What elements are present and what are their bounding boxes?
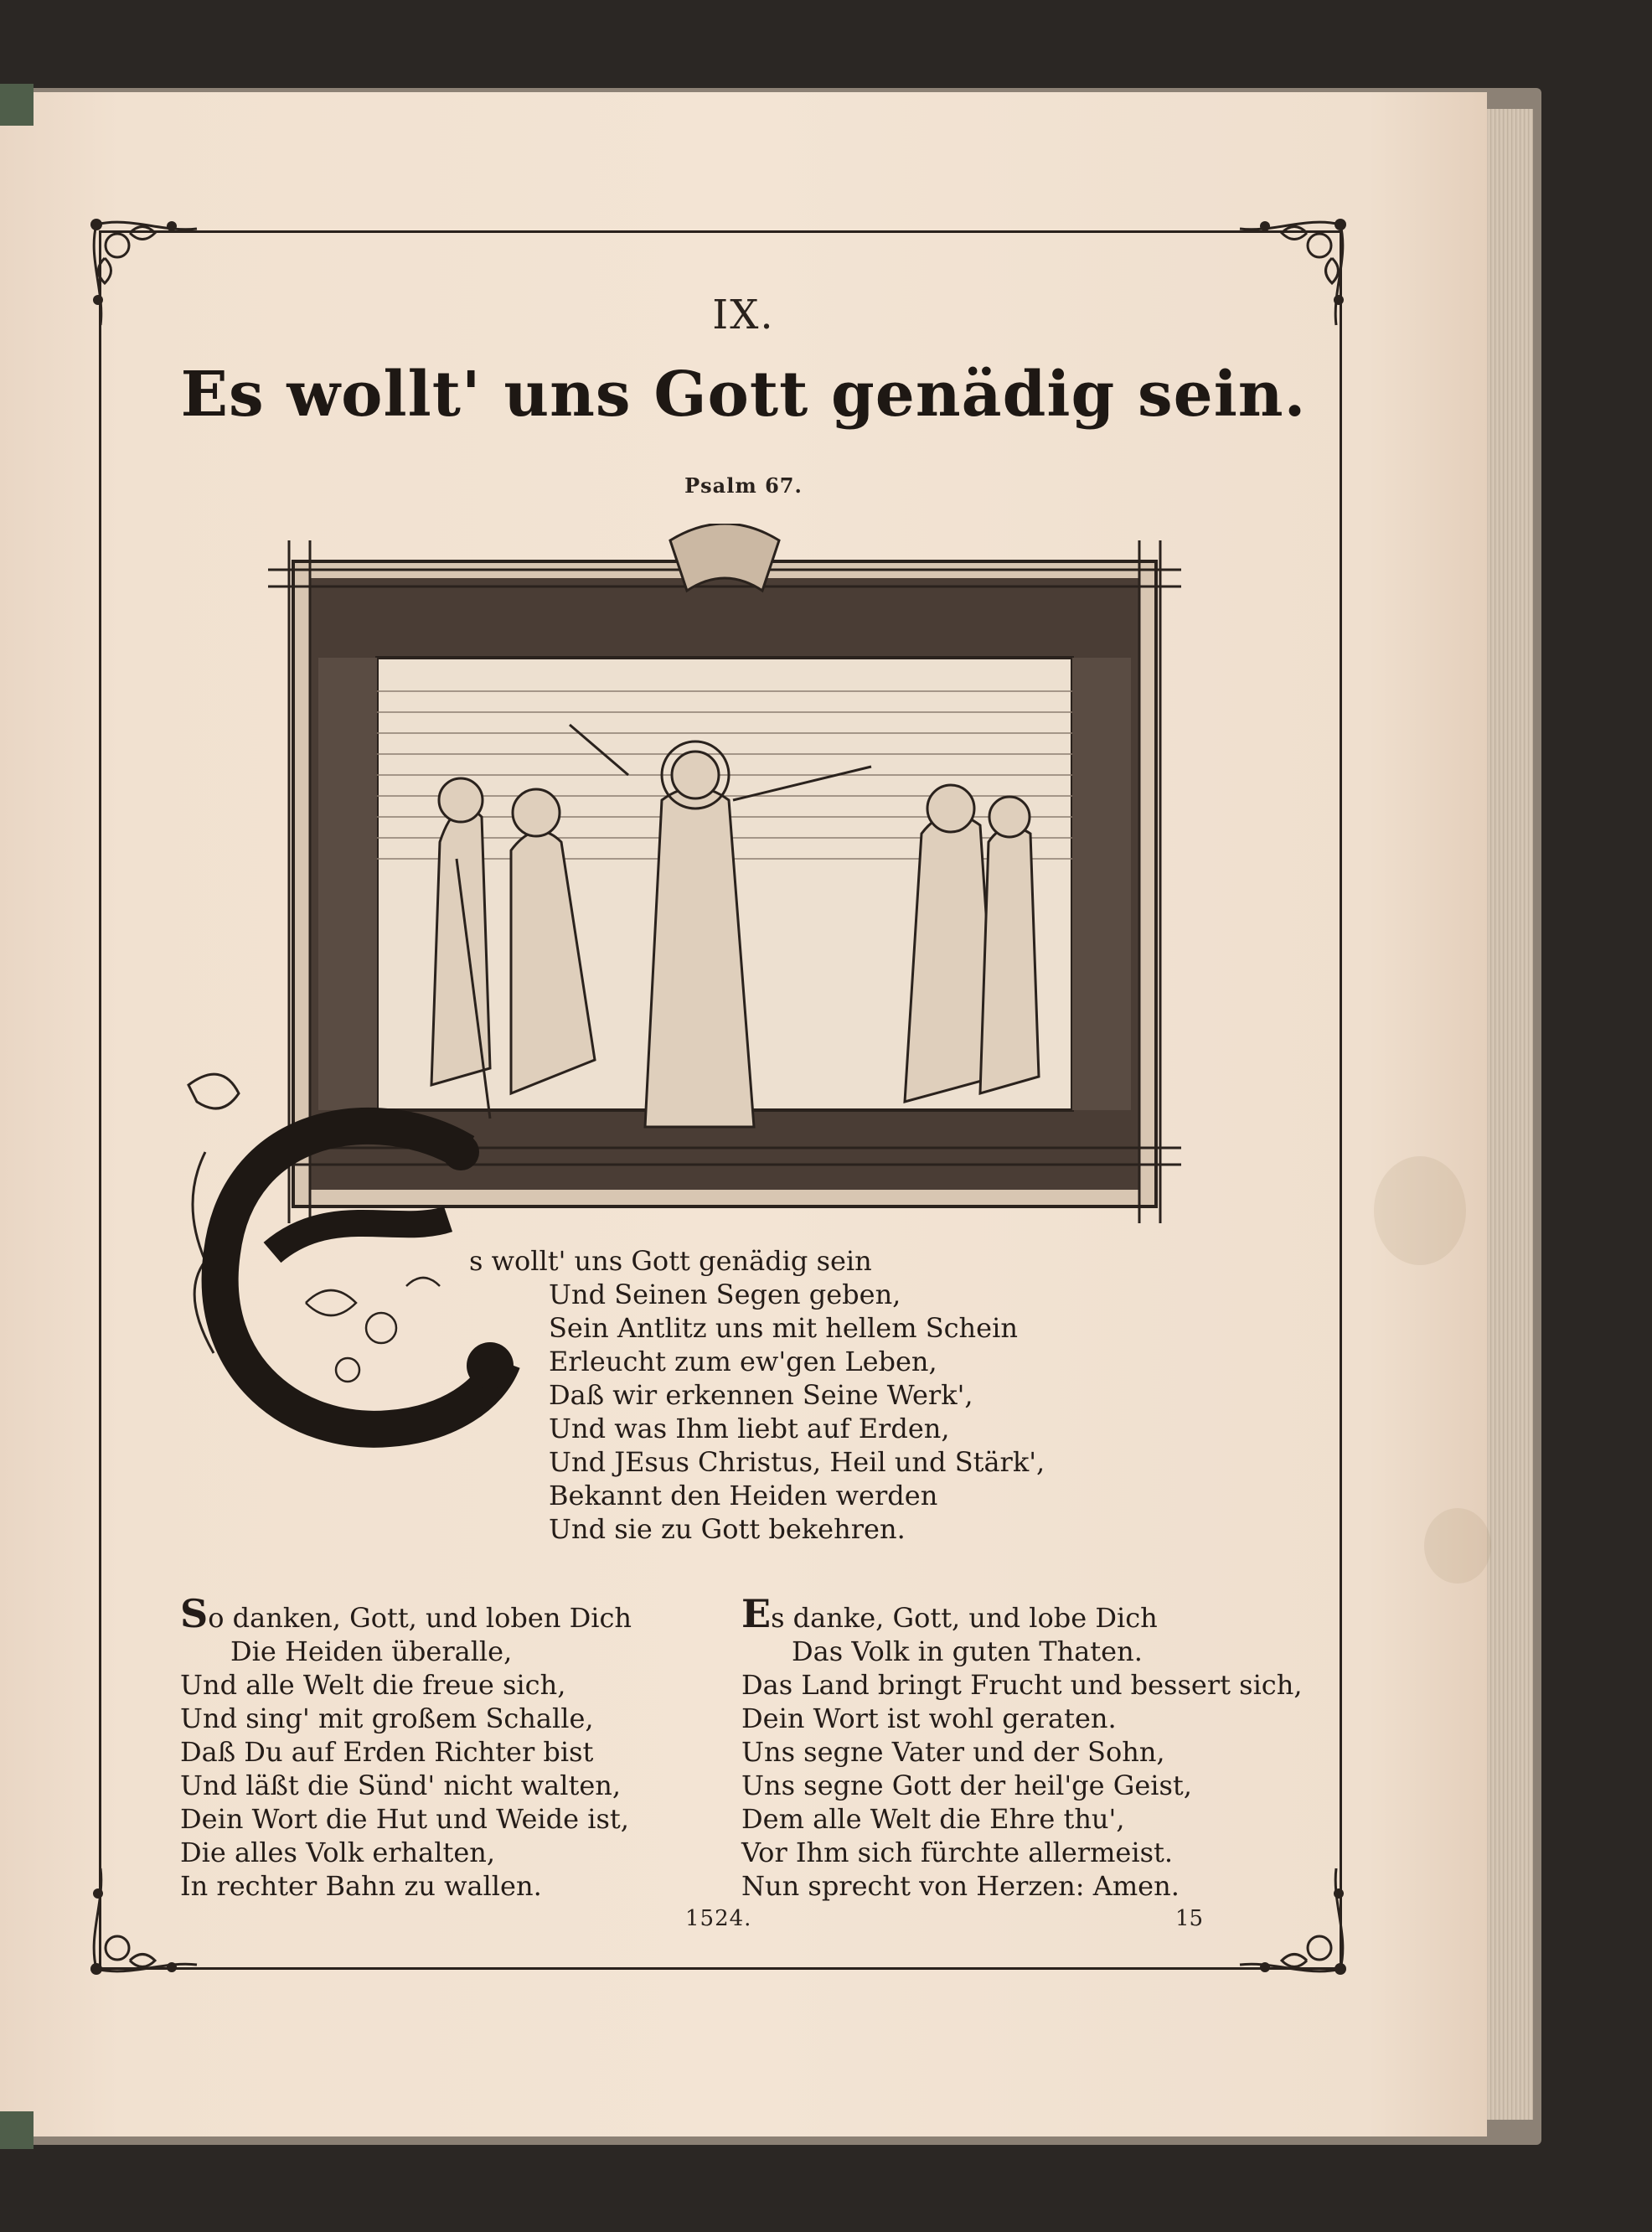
chapter-number: IX. xyxy=(712,292,775,338)
verse-line: s wollt' uns Gott genädig sein xyxy=(469,1245,872,1277)
verse-line: Und JEsus Christus, Heil und Stärk', xyxy=(549,1446,1045,1478)
verse-line: Und alle Welt die freue sich, xyxy=(180,1669,566,1701)
verse-line xyxy=(741,1591,1345,1636)
page-number: 15 xyxy=(1175,1906,1204,1931)
verse-line: Bekannt den Heiden werden xyxy=(549,1480,938,1511)
psalm-reference: Psalm 67. xyxy=(684,473,803,498)
verse-line: Sein Antlitz uns mit hellem Schein xyxy=(549,1312,1018,1344)
verse-line: Daß Du auf Erden Richter bist xyxy=(180,1736,594,1768)
verse-line: Die Heiden überalle, xyxy=(230,1635,513,1667)
verse-line: Die alles Volk erhalten, xyxy=(180,1837,496,1868)
verse-line: Und Seinen Segen geben, xyxy=(549,1279,901,1310)
verse-line: Das Land bringt Frucht und bessert sich, xyxy=(741,1669,1303,1701)
verse-line: Daß wir erkennen Seine Werk', xyxy=(549,1379,973,1411)
verse-line: Dein Wort ist wohl geraten. xyxy=(741,1702,1117,1734)
stanza-initial: S xyxy=(180,1591,209,1636)
verse-line: Vor Ihm sich fürchte allermeist. xyxy=(741,1837,1174,1868)
verse-line: Und sie zu Gott bekehren. xyxy=(549,1513,906,1545)
spine-cloth-bottom xyxy=(0,2111,34,2149)
verse-line: Das Volk in guten Thaten. xyxy=(792,1635,1143,1667)
verse-line: Dein Wort die Hut und Weide ist, xyxy=(180,1803,629,1835)
paper-stain xyxy=(1374,1156,1466,1265)
paper-stain xyxy=(1424,1508,1491,1584)
spine-cloth-top xyxy=(0,84,34,126)
verse-line: In rechter Bahn zu wallen. xyxy=(180,1870,542,1902)
verse-line-rest: o danken, Gott, und loben Dich xyxy=(208,1602,632,1634)
verse-line: Und sing' mit großem Schalle, xyxy=(180,1702,594,1734)
stanza-3 xyxy=(741,1591,1345,1903)
stanza-1 xyxy=(469,1244,1139,1546)
verse-line: Nun sprecht von Herzen: Amen. xyxy=(741,1870,1180,1902)
verse-line: Und läßt die Sünd' nicht walten, xyxy=(180,1770,622,1801)
verse-line: Erleucht zum ew'gen Leben, xyxy=(549,1346,937,1377)
verse-line: Und was Ihm liebt auf Erden, xyxy=(549,1413,950,1444)
verse-line xyxy=(180,1591,716,1636)
verse-line: Uns segne Vater und der Sohn, xyxy=(741,1736,1165,1768)
verse-line: Dem alle Welt die Ehre thu', xyxy=(741,1803,1125,1835)
verse-line-rest: s danke, Gott, und lobe Dich xyxy=(771,1602,1158,1634)
page-stack-edge xyxy=(1487,109,1533,2120)
page-title: Es wollt' uns Gott genädig sein. xyxy=(180,359,1307,431)
verse-line: Uns segne Gott der heil'ge Geist, xyxy=(741,1770,1192,1801)
stanza-initial: E xyxy=(741,1591,772,1636)
stanza-2 xyxy=(180,1591,716,1903)
year-footer: 1524. xyxy=(685,1906,752,1931)
